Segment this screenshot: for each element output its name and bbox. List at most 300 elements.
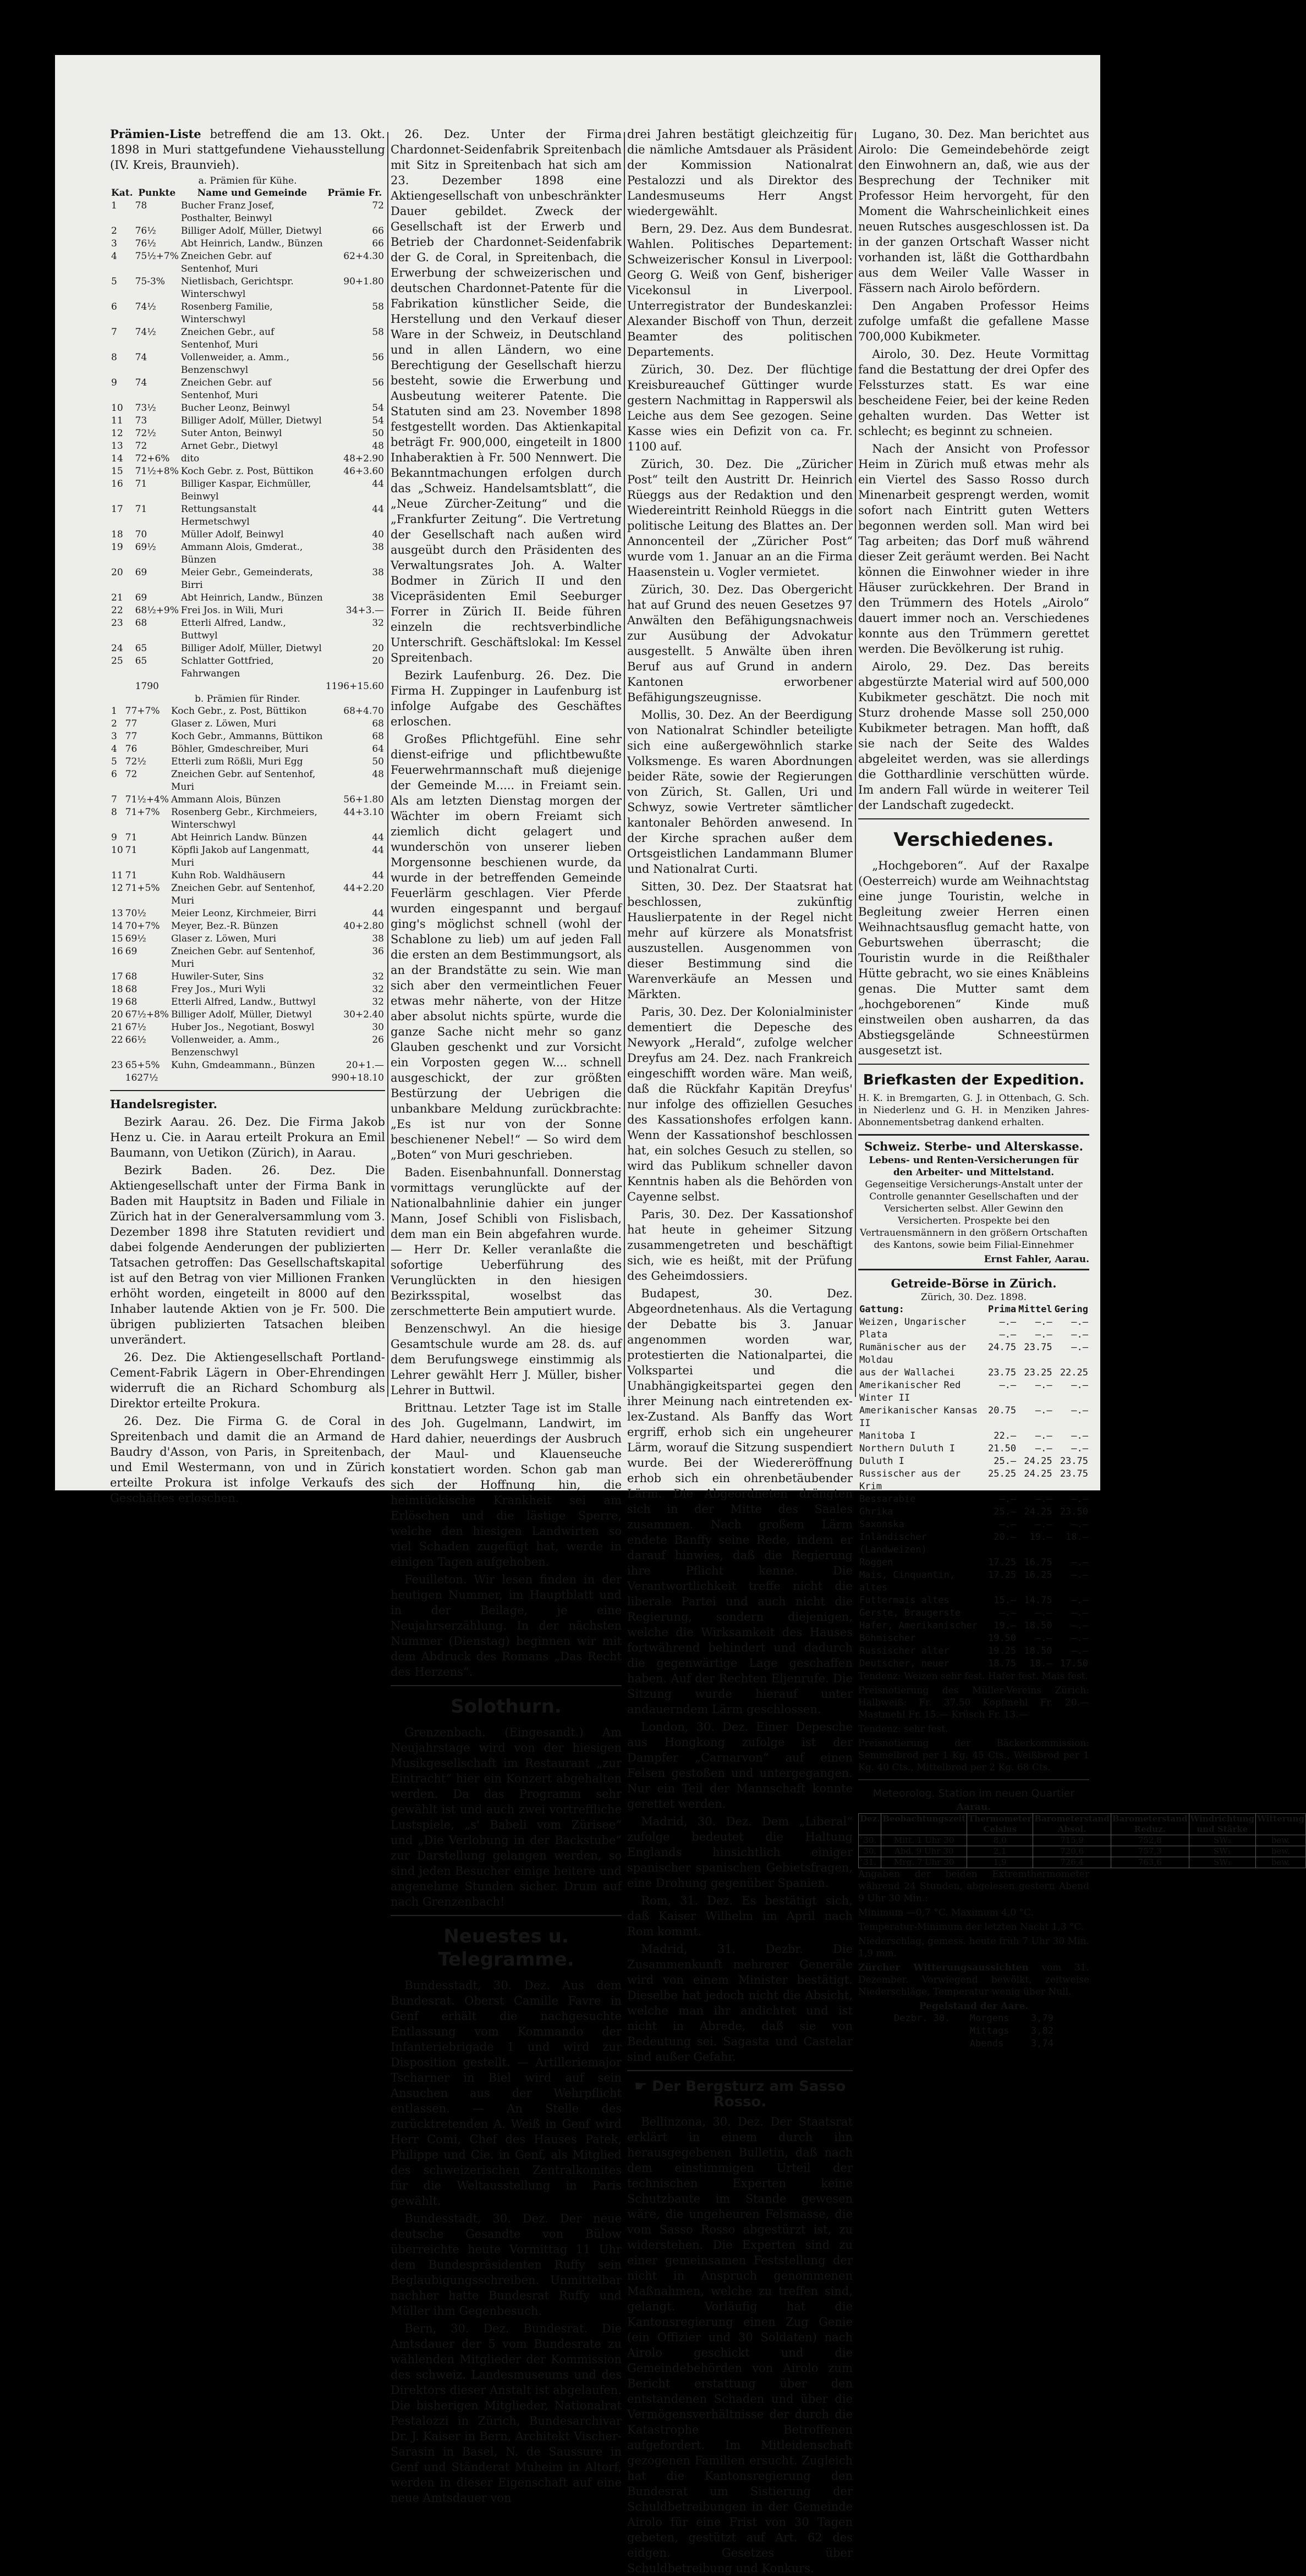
table-cell: —.— xyxy=(1071,1645,1088,1656)
table-row xyxy=(110,920,385,933)
table-cell: Huwiler-Suter, Sins xyxy=(171,971,264,982)
article-paragraph: Baden. Eisenbahnunfall. Donnerstag vormittags verunglückte auf der Nationalbahnlinie dahier ein junger Mann, Josef Schibli von Fislisbach, dem man ein Bein abgefahren wurde. — Herr Dr. Keller veranlaßte die sofortige Ueberführung des Verunglückten in den hiesigen Bezirksspital, woselbst das zerschmetterte Bein amputiert wurde. xyxy=(391,1166,622,1318)
table-cell: —.— xyxy=(1035,1317,1052,1328)
table-cell: Deutscher, neuer xyxy=(859,1658,950,1669)
table-cell: 32 xyxy=(372,971,384,982)
table-cell: 16.75 xyxy=(1024,1557,1052,1568)
table-cell: 30. xyxy=(859,1835,881,1846)
table-cell: 72 xyxy=(125,769,138,780)
boerse-date: Zürich, 30. Dez. 1898. xyxy=(920,1292,1027,1303)
table-cell: 68 xyxy=(372,718,384,729)
table-cell: Morgens xyxy=(969,2013,1009,2024)
table-cell: —.— xyxy=(1071,1570,1088,1581)
column-rule xyxy=(855,132,856,1397)
table-cell: 71½+8% xyxy=(135,466,179,477)
article-paragraph: Lugano, 30. Dez. Man berichtet aus Airolo: Die Gemeindebehörde zeigt den Einwohnern an, daß, wie aus der Besprechung der Techniker mit Professor Heim hervorgeht, für den Moment die Wahrscheinlichkeit eines neuen Rutsches ausgeschlossen ist. Da in der ganzen Ortschaft Wasser nicht vorhanden ist, läßt die Gotthardbahn aus dem Weiler Valle Wasser in Fässern nach Airolo befördern. xyxy=(858,128,1089,295)
table-total-row xyxy=(110,1072,385,1085)
divider xyxy=(858,818,1089,819)
header-cell: Prämie Fr. xyxy=(327,188,382,199)
table-cell: 25.— xyxy=(994,1506,1017,1517)
total-points: 1790 xyxy=(135,681,159,692)
table-cell: 74 xyxy=(135,352,147,363)
table-cell: Meier Leonz, Kirchmeier, Birri xyxy=(171,908,316,919)
table-cell: 20 xyxy=(372,656,384,667)
table-cell: 72+6% xyxy=(135,453,170,464)
table-cell: Russischer alter xyxy=(859,1645,950,1656)
boerse-title: Getreide-Börse in Zürich. xyxy=(891,1276,1057,1290)
table-cell: Rosenberg Familie, Winterschwyl xyxy=(180,301,273,325)
praemien-intro: betreffend die am 13. Okt. 1898 in Muri stattgefundene Viehausstellung (IV. Kreis, Braunvieh). xyxy=(110,128,385,172)
table-cell: 77 xyxy=(125,731,138,742)
column-1 xyxy=(110,126,385,1505)
table-cell: 31. xyxy=(859,1857,881,1868)
table-cell: 54 xyxy=(372,415,384,426)
table-row xyxy=(110,465,385,478)
table-cell: Nietlisbach, Gerichtspr. Winterschwyl xyxy=(180,276,294,300)
table-cell: Abt Heinrich, Landw., Bünzen xyxy=(180,238,323,249)
table-cell: 16.25 xyxy=(1024,1570,1052,1581)
table-cell: 11 xyxy=(111,415,123,426)
table-cell: 8 xyxy=(111,807,117,818)
table-row xyxy=(858,1443,1089,1455)
table-cell: 20 xyxy=(111,567,123,578)
article-paragraph: Zürich, 30. Dez. Das Obergericht hat auf Grund des neuen Gesetzes 97 Anwälten den Befähigungsnachweis zur Ausübung der Advokatur ausgestellt. 5 Anwälte üben ihren Beruf aus auf Grund in andern Kantonen erworbener Befähigungszeugnisse. xyxy=(627,583,853,704)
table-cell: 12 xyxy=(111,883,123,894)
table-row xyxy=(110,996,385,1009)
column-2 xyxy=(391,126,622,2505)
meteo-note: Angaben der beiden Extremthermometer während 24 Stunden, abgelesen gestern Abend 9 Uhr 30 Min.: xyxy=(858,1869,1089,1904)
witterung-block xyxy=(858,1962,1089,1998)
table-cell: 71 xyxy=(125,845,138,856)
table-cell: 56+1.80 xyxy=(343,794,384,805)
table-cell: 18.50 xyxy=(1024,1620,1052,1631)
table-row xyxy=(110,655,385,680)
praemien-table-b xyxy=(110,705,385,1085)
table-body xyxy=(110,705,385,1072)
table-cell: 17.25 xyxy=(987,1557,1017,1568)
table-cell: 70 xyxy=(135,529,147,540)
table-cell: 21 xyxy=(111,592,123,603)
table-cell: —.— xyxy=(1035,1430,1052,1441)
table-cell: 40 xyxy=(372,529,384,540)
table-row xyxy=(858,1379,1089,1405)
table-cell: 13 xyxy=(111,908,123,919)
table-cell: 13 xyxy=(111,441,123,452)
table-cell: Abt Heinrich, Landw., Bünzen xyxy=(180,592,323,603)
table-cell: Zneichen Gebr., auf Sentenhof, Muri xyxy=(180,327,275,350)
table-row xyxy=(859,1857,1306,1868)
table-row xyxy=(110,768,385,794)
briefkasten-text: H. K. in Bremgarten, G. J. in Ottenbach, G. Sch. in Niederlenz und G. H. in Menziken Jahres-Abonnementsbetrag dankend erhalten. xyxy=(858,1093,1089,1128)
baecker-text: Preisnotierung der Bäckerkommission: Semmelbrod per 1 Kg. 45 Cts., Weißbrod per 1 Kg. 40 Cts., Mittelbrod per 2 Kg. 68 Cts. xyxy=(858,1738,1089,1773)
table-cell: 64 xyxy=(372,744,384,755)
table-row xyxy=(110,566,385,592)
article-paragraph: Mollis, 30. Dez. An der Beerdigung von Nationalrat Schindler beteiligte sich eine außergewöhnlich starke Volksmenge. Es waren Abordnungen beider Räte, sowie der Regierungen von Zürich, St. Gallen, Uri und Schwyz, sowie Vertreter sämtlicher kantonaler Behörden anwesend. In der Kirche sprachen außer dem Ortsgeistlichen Landammann Blumer und Nationalrat Curti. xyxy=(627,708,853,876)
table-cell: 22.25 xyxy=(1060,1367,1088,1378)
table-cell: 17 xyxy=(111,504,123,515)
table-cell: 72 xyxy=(135,441,147,452)
table-row xyxy=(110,907,385,920)
table-row xyxy=(110,945,385,971)
table-cell: 71 xyxy=(125,870,138,881)
table-cell: Etterli Alfred, Landw., Buttwyl xyxy=(180,618,286,641)
telegramme-title: Neuestes u. Telegramme. xyxy=(438,1925,574,1970)
table-cell: 3,79 xyxy=(1031,2013,1053,2024)
table-header xyxy=(858,1303,1089,1316)
table-cell: 76½ xyxy=(135,225,156,236)
table-cell: 14 xyxy=(111,921,123,932)
table-cell: —.— xyxy=(1035,1380,1052,1391)
header-cell: Punkte xyxy=(138,188,176,199)
praemien-table-a xyxy=(110,187,385,693)
table-cell: Zneichen Gebr. auf Sentenhof, Muri xyxy=(180,377,271,401)
table-row xyxy=(110,351,385,377)
table-cell: 17 xyxy=(111,971,123,982)
table-cell: —.— xyxy=(1035,1633,1052,1644)
table-cell: 69½ xyxy=(135,542,156,553)
header-cell: Mittel xyxy=(1018,1304,1052,1315)
column-4 xyxy=(858,126,1304,2049)
table-cell: 68 xyxy=(125,984,138,995)
table-cell: 44+3.10 xyxy=(343,807,384,818)
table-cell: Vollenweider, a. Amm., Benzenschwyl xyxy=(180,352,290,376)
table-cell: 48+2.90 xyxy=(343,453,384,464)
article-paragraph: Bellinzona, 30. Dez. Der Staatsrat erklärt in einem durch ihn herausgegebenen Bulletin, daß nach dem einstimmigen Urteil der technischen Experten keine Schutzbaute im Stande gewesen wäre, die ungeheuren Felsmasse, die vom Sasso Rosso abgestürzt ist, zu widerstehen. Die Experten sind zu einer gemeinsamen Feststellung der nicht in Anspruch genommenen Maßnahmen, welche zu treffen sind, gelangt. Vorläufig hat die Kantonsregierung einen Zug Genie (ein Offizier und 30 Soldaten) nach Airolo geschickt und die Gemeindebehörden von Airolo zum Bericht erstattung über den entstandenen Schaden und über die Vermögensverhältnisse der durch die Katastrophe Betroffenen aufgefordert. Im Mitleidenschaft gezogenen Familien ersucht. Zugleich hat die Kantonsregierung den Bundesrat um Sistierung der Schuldbetreibungen in der Gemeinde Airolo für eine Frist von 30 Tagen gebeten, gestützt auf Art. 62 des eidgen. Gesetzes über Schuldbetreibung und Konkurs. xyxy=(627,2115,853,2575)
table-cell: 1 xyxy=(111,200,117,211)
table-cell: Plata xyxy=(859,1329,888,1340)
table-cell: 26 xyxy=(372,1034,384,1045)
table-row xyxy=(110,806,385,832)
praemien-heading xyxy=(110,126,385,173)
table-cell: 71+5% xyxy=(125,883,160,894)
table-cell: Ammann Alois, Bünzen xyxy=(171,794,281,805)
table-cell: 75½+7% xyxy=(135,251,179,262)
table-cell: bew. xyxy=(1256,1846,1306,1857)
table-cell: 44 xyxy=(372,832,384,843)
table-cell: Billiger Kaspar, Eichmüller, Beinwyl xyxy=(180,478,311,502)
meteo-note: Minimum —0,7 °C. Maximum 4,0 °C. xyxy=(858,1907,1034,1918)
table-cell: 44 xyxy=(372,908,384,919)
table-row xyxy=(858,1645,1089,1658)
table-row xyxy=(858,1455,1089,1468)
table-cell: —.— xyxy=(1035,1494,1052,1505)
table-cell: 23 xyxy=(111,1060,123,1071)
meteo-note: Temperatur-Minimum der letzten Nacht 1,3 °C. xyxy=(858,1922,1084,1933)
article-paragraph: Sitten, 30. Dez. Der Staatsrat hat beschlossen, zukünftig Hauslierpatente in der Regel nicht mehr auf kürzere als Monatsfrist auszustellen. Ausgenommen von dieser Bestimmung sind die Warenverkäufe an Messen und Märkten. xyxy=(627,880,853,1001)
table-cell: 3 xyxy=(111,731,117,742)
table-row xyxy=(110,971,385,983)
table-row xyxy=(110,832,385,844)
table-cell: 15 xyxy=(111,466,123,477)
table-cell: 74½ xyxy=(135,301,156,312)
table-cell: Bessarabie xyxy=(859,1494,916,1505)
table-cell: dito xyxy=(180,453,200,464)
table-row xyxy=(110,718,385,730)
table-cell: 20 xyxy=(372,643,384,654)
table-cell: 36 xyxy=(372,946,384,957)
table-cell: 72 xyxy=(372,200,384,211)
table-cell: 18.75 xyxy=(987,1658,1017,1669)
article-paragraph: Großes Pflichtgefühl. Eine sehr dienst-eifrige und pflichtbewußte Feuerwehrmannschaft muß diejenige der Gemeinde M..... in Freiamt sein. Als am letzten Dienstag morgen der Wächter im obern Freiamt sich ziemlich dicht gelagert und wunderschön von unserer lieben Morgensonne beschienen wurde, da wurde in der betreffenden Gemeinde Feuerlärm geschlagen. Vier Pferde wurden eingespannt und bergauf ging's möglichst schnell (wohl der Schablone zu lieb) um auf jeden Fall die ersten an dem Bestimmungsort, als an der Brandstätte zu sein. Wie man sich aber den vermeintlichen Feuer etwas mehr näherte, von der Hitze aber absolut nichts spürte, wurde die ganze Sache nicht mehr so ganz Glauben geschenkt und zur Vorsicht ein Vorposten gegen W.... schnell ausgeschickt, der zur größten Bestürzung der Uebrigen die unbankbare Meldung zurückbrachte: „Es ist nur von der Sonne beschienener Nebel!“ — So wird dem „Boten“ von Muri geschrieben. xyxy=(391,733,622,1162)
table-cell: —.— xyxy=(1035,1608,1052,1619)
table-cell: 24 xyxy=(111,643,123,654)
table-cell: 4 xyxy=(111,251,117,262)
table-row xyxy=(858,1620,1089,1632)
table-header xyxy=(859,1814,1306,1835)
table-cell: 19.25 xyxy=(987,1645,1017,1656)
table-cell: Glaser z. Löwen, Muri xyxy=(171,718,277,729)
table-cell: 22 xyxy=(111,1034,123,1045)
table-cell: bew. xyxy=(1256,1835,1306,1846)
table-cell: Mais, Cinquantin, altes xyxy=(859,1570,955,1593)
boerse-tendenz: Tendenz: Weizen sehr fest. Hafer fest. Mais fest. xyxy=(858,1671,1088,1682)
witterung-text: vom 31. Dezember. Vorwiegend bewölkt, zeitweise Niederschläge, Temperatur wenig über Null. xyxy=(858,1962,1090,1997)
bergsturz-title-text: Der Bergsturz am Sasso Rosso. xyxy=(652,2078,846,2110)
header-cell: Name und Gemeinde xyxy=(197,188,308,199)
table-row xyxy=(858,1607,1089,1620)
table-row xyxy=(858,1569,1089,1594)
table-cell: 68 xyxy=(372,731,384,742)
table-cell: 11 xyxy=(111,870,123,881)
table-cell: 44 xyxy=(372,478,384,489)
table-row xyxy=(858,1430,1089,1443)
article-paragraph: Zürich, 30. Dez. Der flüchtige Kreisbureauchef Güttinger wurde gestern Nachmittag in Rapperswil als Leiche aus dem See gezogen. Seine Kasse wies ein Defizit von ca. Fr. 1100 auf. xyxy=(627,363,853,453)
table-cell: Zneichen Gebr. auf Sentenhof, Muri xyxy=(171,769,316,792)
table-cell: 12 xyxy=(111,428,123,439)
table-row xyxy=(110,794,385,806)
praemien-title: Prämien-Liste xyxy=(110,127,201,141)
table-cell: Kuhn, Gmdeammann., Bünzen xyxy=(171,1060,315,1071)
handel-heading xyxy=(110,1097,385,1112)
table-row xyxy=(858,1468,1089,1493)
table-cell: 3,74 xyxy=(1031,2038,1053,2049)
table-row xyxy=(110,869,385,882)
table-cell: 20 xyxy=(111,1009,123,1020)
table-cell: 5 xyxy=(111,756,117,767)
meteo-table xyxy=(858,1813,1306,1868)
table-cell: 30. xyxy=(859,1846,881,1857)
table-cell: Vollenweider, a. Amm., Benzenschwyl xyxy=(171,1034,280,1058)
table-row xyxy=(110,503,385,529)
table-cell: 67½+8% xyxy=(125,1009,169,1020)
table-cell: 23.25 xyxy=(1024,1367,1052,1378)
table-row xyxy=(110,844,385,869)
table-cell: 7 xyxy=(111,794,117,805)
table-cell: —.— xyxy=(1035,1519,1052,1530)
table-cell: 71+7% xyxy=(125,807,160,818)
table-cell: 30 xyxy=(372,1022,384,1033)
table-cell: 720,6 xyxy=(1033,1846,1111,1857)
header-cell: Beobachtungszeit xyxy=(881,1814,967,1835)
table-row xyxy=(858,1518,1089,1531)
table-cell: 20.— xyxy=(994,1532,1017,1543)
table-cell: 78 xyxy=(135,200,147,211)
sterbekasse-text: Gegenseitige Versicherungs-Anstalt unter der Controlle genannter Gesellschaften und der Versicherten selbst. Aller Gewinn den Versicherten. Prospekte bei den Vertrauensmännern in den größern Ortschaften des Kantons, sowie beim Filial-Einnehmer xyxy=(860,1179,1088,1251)
table-body xyxy=(893,2012,1055,2050)
divider xyxy=(858,1064,1089,1065)
table-header xyxy=(110,187,385,200)
handel-title: Handelsregister. xyxy=(110,1097,217,1111)
article-paragraph: Airolo, 30. Dez. Heute Vormittag fand die Bestattung der drei Opfer des Felssturzes statt. Es war eine bescheidene Feier, bei der keine Reden gehalten wurden. Das Wetter ist schlecht; es beginnt zu schneien. xyxy=(858,348,1089,438)
article-paragraph: „Hochgeboren“. Auf der Raxalpe (Oesterreich) wurde am Weihnachtstag eine junge Touristin, welche in Begleitung zweier Herren einen Weihnachtsausflug gemacht hatte, von Geburtswehen überrascht; die Touristin wurde in die Reißthaler Hütte gebracht, wo sie eines Knäbleins genas. Die Mutter samt dem „hochgeborenen“ Kinde muß einstweilen oben ausharren, da das Abstiegsgelände Schneestürmen ausgesetzt ist. xyxy=(858,859,1089,1057)
table-cell: —.— xyxy=(1071,1595,1088,1606)
table-cell: Abt Heinrich Landw. Bünzen xyxy=(171,832,308,843)
article-paragraph: Nach der Ansicht von Professor Heim in Zürich muß etwas mehr als ein Viertel des Sasso Rosso durch Minenarbeit gesprengt werden, womit sofort nach Eintritt guten Wetters begonnen werden soll. Man wird bei Tag arbeiten; das Dorf muß während dieser Zeit geräumt werden. Bei Nacht können die Einwohner wieder in ihre Häuser zurückkehren. Der Brand in den Trümmern des Hotels „Airolo“ dauert immer noch an. Verschiedenes konnte aus den Trümmern gerettet werden. Die Bevölkerung ist ruhig. xyxy=(858,442,1089,656)
table-cell: —.— xyxy=(1071,1557,1088,1568)
table-row xyxy=(858,1506,1089,1518)
table-cell: 757,3 xyxy=(1111,1846,1189,1857)
divider xyxy=(858,1779,1089,1780)
table-row xyxy=(110,592,385,604)
table-cell: 7 xyxy=(111,327,117,338)
table-cell: 20.75 xyxy=(987,1405,1017,1416)
article-paragraph: 26. Dez. Die Firma G. de Coral in Spreitenbach und damit die an Armand de Baudry d'Asson, von Paris, in Spreitenbach, und Emil Westermann, von und in Zürich erteilte Prokura ist infolge Verkaufs des Geschäftes erloschen. xyxy=(110,1414,385,1505)
divider xyxy=(391,1685,622,1686)
table-cell: 15 xyxy=(111,933,123,944)
table-row xyxy=(893,2025,1055,2038)
divider xyxy=(627,2070,853,2071)
column-rule xyxy=(624,132,625,1397)
article-paragraph: drei Jahren bestätigt gleichzeitig für die nämliche Amtsdauer als Präsident der Kommission Nationalrat Pestalozzi und als Direktor des Landesmuseums Herr Angst wiedergewählt. xyxy=(627,128,853,218)
table-cell: 4 xyxy=(111,744,117,755)
header-cell: Barometerstand Absol. xyxy=(1033,1814,1111,1835)
table-row xyxy=(110,440,385,453)
table-cell: 65+5% xyxy=(125,1060,160,1071)
table-row xyxy=(110,1009,385,1021)
table-cell: 73½ xyxy=(135,403,156,414)
section-a-title: a. Prämien für Kühe. xyxy=(198,175,297,186)
table-row xyxy=(858,1367,1089,1379)
table-cell: 17.25 xyxy=(987,1570,1017,1581)
table-cell: 69 xyxy=(135,592,147,603)
article-paragraph: Airolo, 29. Dez. Das bereits abgestürzte Material wird auf 500,000 Kubikmeter geschätzt. Die noch mit Sturz drohende Masse soll 250,000 Kubikmeter betragen. Man hofft, daß sie nach der Seite des Waldes abgeleitet werden, was sie allerdings die Gotthardlinie verschütten würde. Im andern Fall würde in weiterer Teil der Landschaft zugedeckt. xyxy=(858,660,1089,812)
briefkasten-title: Briefkasten der Expedition. xyxy=(863,1072,1085,1088)
table-cell: Mittags xyxy=(969,2025,1009,2036)
table-cell: 2 xyxy=(111,225,117,236)
article-paragraph: Bezirk Baden. 26. Dez. Die Aktiengesellschaft unter der Firma Bank in Baden mit Hauptsitz in Baden und Filiale in Zürich hat in der Generalversammlung vom 3. Dezember 1898 ihre Statuten revidiert und dabei folgende Aenderungen der publizierten Tatsachen getroffen: Das Gesellschaftskapital ist auf den Betrag von vier Millionen Franken erhöht worden, eingeteilt in 8000 auf den Inhaber lautende Aktien von je Fr. 500. Die übrigen publizierten Tatsachen bleiben unverändert. xyxy=(110,1164,385,1346)
table-cell: 44+2.20 xyxy=(343,883,384,894)
header-cell: Witterung xyxy=(1256,1814,1306,1835)
table-cell: —.— xyxy=(999,1494,1017,1505)
table-cell: 71 xyxy=(125,832,138,843)
article-paragraph: Bundesstadt, 30. Dez. Der neue deutsche Gesandte von Bülow überreichte heute Vormittag 11 Uhr dem Bundespräsidenten Ruffy sein Beglaubigungsschreiben. Unmittelbar nachher hatte Bundesrat Ruffy und Müller ihm Gegenbesuch. xyxy=(391,2212,622,2318)
table-row xyxy=(110,427,385,440)
table-row xyxy=(110,756,385,768)
table-cell: 75-3% xyxy=(135,276,165,287)
table-cell: Etterli Alfred, Landw., Buttwyl xyxy=(171,997,316,1008)
table-cell: 15.— xyxy=(994,1595,1017,1606)
table-row xyxy=(110,983,385,996)
table-row xyxy=(858,1531,1089,1556)
table-cell: —.— xyxy=(1035,1405,1052,1416)
table-cell: 68 xyxy=(135,618,147,629)
table-row xyxy=(110,250,385,276)
table-cell: Köpfli Jakob auf Langenmatt, Muri xyxy=(171,845,310,868)
table-cell: 25 xyxy=(111,656,123,667)
table-row xyxy=(110,730,385,743)
table-cell: 5 xyxy=(111,276,117,287)
table-cell: 50 xyxy=(372,756,384,767)
table-cell: 58 xyxy=(372,327,384,338)
table-cell: —.— xyxy=(999,1317,1017,1328)
table-cell: Etterli zum Rößli, Muri Egg xyxy=(171,756,303,767)
article-paragraph: Paris, 30. Dez. Der Kassationshof hat heute in geheimer Sitzung zusammengetreten und beschäftigt sich, wie es heißt, mit der Prüfung des Geheimdossiers. xyxy=(627,1208,853,1283)
meteo-note: Niederschlag, gemess. heute früh 7 Uhr 30 Min. 1,9 mm. xyxy=(858,1936,1089,1959)
table-cell: SW₂ xyxy=(1189,1835,1256,1846)
header-cell: Prima xyxy=(987,1304,1017,1315)
table-row xyxy=(110,1059,385,1072)
table-cell: 6 xyxy=(111,301,117,312)
article-paragraph: 26. Dez. Unter der Firma Chardonnet-Seidenfabrik Spreitenbach mit Sitz in Spreitenbach hat sich am 23. Dezember 1898 eine Aktiengesellschaft von unbeschränkter Dauer gebildet. Zweck der Gesellschaft ist der Erwerb und Betrieb der Chardonnet-Seidenfabrik der G. de Coral, in Spreitenbach, die Erwerbung der schweizerischen und deutschen Chardonnet-Patente für die Fabrikation künstlicher Seide, die Herstellung und den Verkauf dieser Ware in der Schweiz, in Deutschland und in allen Ländern, wo eine Berechtigung der Gesellschaft hierzu besteht, sowie die Erwerbung und Ausbeutung weiterer Patente. Die Statuten sind am 23. November 1898 festgestellt worden. Das Aktienkapital beträgt Fr. 900,000, eingeteilt in 1800 Inhaberaktien à Fr. 500 Nennwert. Die Bekanntmachungen erfolgen durch das „Schweiz. Handelsamtsblatt“, die „Neue Zürcher-Zeitung“ und die „Frankfurter Zeitung“. Die Vertretung der Gesellschaft nach außen wird ausgeübt durch den Präsidenten des Verwaltungsrates Joh. A. Walter Bodmer in Zürich II und den Vicepräsidenten Emil Seeburger Forrer in Zürich II. Beide führen einzeln die rechtsverbindliche Unterschrift. Geschäftslokal: Im Kessel Spreitenbach. xyxy=(391,128,622,664)
article-paragraph: Benzenschwyl. An die hiesige Gesamtschule wurde am 28. ds. auf dem Berufungswege einstimmig als Lehrer gewählt Herr J. Müller, bisher Lehrer in Buttwil. xyxy=(391,1322,622,1397)
table-cell: —.— xyxy=(999,1329,1017,1340)
table-row xyxy=(110,642,385,655)
table-cell: 8,0 xyxy=(967,1835,1033,1846)
table-cell: 24.25 xyxy=(1024,1468,1052,1479)
column-rule xyxy=(387,132,388,1397)
article-paragraph: Bezirk Aarau. 26. Dez. Die Firma Jakob Henz u. Cie. in Aarau erteilt Prokura an Emil Baumann, von Uetikon (Zürich), in Aarau. xyxy=(110,1115,385,1159)
table-body xyxy=(110,200,385,680)
table-row xyxy=(859,1846,1306,1857)
table-cell: Saxonska xyxy=(859,1519,904,1530)
table-row xyxy=(110,225,385,238)
table-cell: Arnet Gebr., Dietwyl xyxy=(180,441,278,452)
column-3 xyxy=(627,126,853,2575)
table-row xyxy=(110,617,385,642)
table-cell: Ammann Alois, Gmderat., Bünzen xyxy=(180,542,303,565)
table-cell: 32 xyxy=(372,997,384,1008)
total-prize: 990+18.10 xyxy=(331,1072,384,1083)
table-cell: 71 xyxy=(135,504,147,515)
witterung-title: Zürcher Witterungsaussichten xyxy=(858,1962,1029,1973)
table-cell: Northern Duluth I xyxy=(859,1443,955,1454)
table-row xyxy=(110,933,385,945)
table-row xyxy=(110,453,385,465)
table-cell xyxy=(893,2038,969,2050)
table-cell: 77+7% xyxy=(125,706,160,717)
table-cell: 34+3.— xyxy=(345,605,384,616)
table-cell: Frei Jos. in Wili, Muri xyxy=(180,605,283,616)
table-cell: 38 xyxy=(372,567,384,578)
table-row xyxy=(110,402,385,415)
table-cell: 23.75 xyxy=(987,1367,1017,1378)
table-cell: —.— xyxy=(1071,1329,1088,1340)
table-cell: Zneichen Gebr. auf Sentenhof, Muri xyxy=(180,251,271,274)
table-cell: Rosenberg Gebr., Kirchmeiers, Winterschwyl xyxy=(171,807,317,830)
table-cell: 2 xyxy=(111,718,117,729)
table-row xyxy=(858,1316,1089,1329)
table-row xyxy=(858,1341,1089,1367)
table-cell: 18.50 xyxy=(1024,1645,1052,1656)
article-paragraph: Paris, 30. Dez. Der Kolonialminister dementiert die Depesche des Newyork „Herald“, zufolge welcher Dreyfus am 24. Dez. nach Frankreich eingeschifft worden wäre. Man weiß, daß die Rückfahr Kapitän Dreyfus' nur infolge des offiziellen Gesuches des Kassationshofes erfolgen kann. Wenn der Kassationshof beschlossen hat, ein solches Gesuch zu stellen, so wird das Publikum schneller davon Kenntnis haben als die Behörden von Cayenne selbst. xyxy=(627,1005,853,1203)
divider xyxy=(391,1915,622,1916)
table-cell: 1,9 xyxy=(967,1857,1033,1868)
table-cell: 18 xyxy=(111,984,123,995)
article-paragraph: London, 30. Dez. Einer Depesche aus Hongkong zufolge ist der Dampfer „Carnarvon“ auf einen Felsen gestoßen und untergegangen. Nur ein Teil der Mannschaft konnte gerettet werden. xyxy=(627,1720,853,1810)
table-cell: —.— xyxy=(999,1608,1017,1619)
table-cell: 23.50 xyxy=(1060,1506,1088,1517)
table-cell: —.— xyxy=(1071,1317,1088,1328)
table-cell: Kuhn Rob. Waldhäusern xyxy=(171,870,286,881)
table-cell: 16 xyxy=(111,946,123,957)
table-cell: 25.25 xyxy=(987,1468,1017,1479)
table-cell: 90+1.80 xyxy=(343,276,384,287)
table-cell: 72½ xyxy=(135,428,156,439)
table-cell: 65 xyxy=(135,643,147,654)
table-cell xyxy=(893,2025,969,2038)
meteo-place: Aarau. xyxy=(956,1802,991,1813)
table-row xyxy=(893,2012,1055,2025)
